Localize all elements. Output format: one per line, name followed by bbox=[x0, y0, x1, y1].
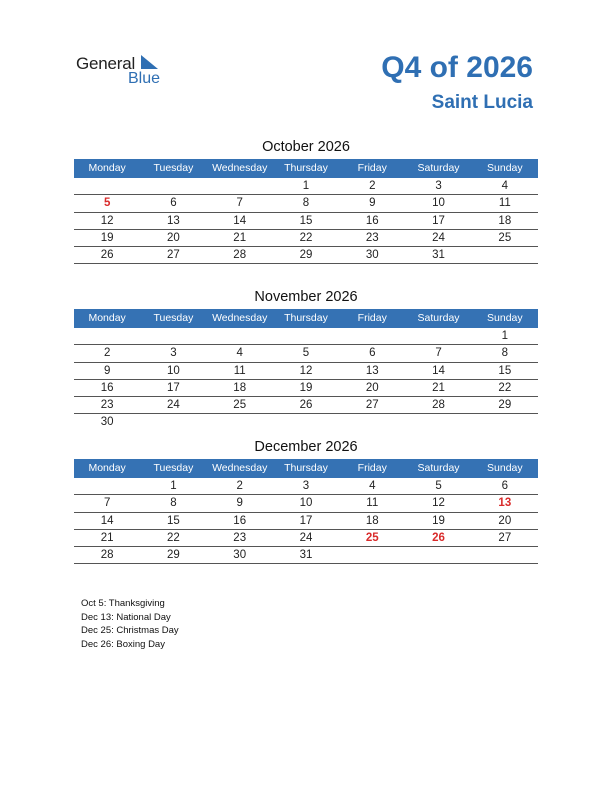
day-cell: 4 bbox=[501, 180, 509, 192]
day-cell: 7 bbox=[435, 347, 442, 360]
week-row bbox=[74, 397, 538, 414]
week-row bbox=[74, 178, 538, 195]
logo-word-general: General bbox=[76, 54, 136, 73]
day-cell: 11 bbox=[498, 197, 511, 210]
day-cell: 30 bbox=[233, 549, 247, 562]
weekday-label: Thursday bbox=[284, 462, 328, 474]
holiday-day-cell: 13 bbox=[498, 497, 512, 510]
holiday-day-cell: 26 bbox=[432, 531, 445, 544]
day-cell: 19 bbox=[100, 231, 114, 244]
week-row bbox=[74, 414, 538, 431]
day-cell: 25 bbox=[498, 231, 512, 244]
day-cell bbox=[140, 178, 206, 194]
weekday-label: Saturday bbox=[417, 312, 460, 324]
week-row bbox=[74, 328, 538, 345]
weekday-label: Saturday bbox=[417, 162, 460, 174]
day-cell: 4 bbox=[369, 480, 376, 492]
day-cell: 6 bbox=[369, 347, 376, 360]
day-cell: 26 bbox=[299, 399, 313, 412]
day-cell: 21 bbox=[432, 381, 445, 394]
day-cell: 25 bbox=[233, 399, 247, 412]
day-cell bbox=[273, 414, 339, 431]
day-cell bbox=[207, 328, 273, 344]
day-cell: 1 bbox=[501, 330, 509, 342]
holiday-note: Dec 25: Christmas Day bbox=[81, 625, 179, 636]
day-cell: 24 bbox=[432, 231, 445, 244]
holiday-day-cell: 5 bbox=[103, 197, 111, 210]
day-cell: 31 bbox=[299, 549, 313, 562]
day-cell: 9 bbox=[369, 197, 376, 210]
day-cell: 5 bbox=[435, 480, 442, 492]
week-row bbox=[74, 363, 538, 380]
day-cell: 30 bbox=[100, 416, 114, 429]
day-cell: 5 bbox=[302, 347, 310, 360]
day-cell: 20 bbox=[498, 514, 512, 527]
day-cell: 20 bbox=[167, 231, 180, 244]
day-cell: 10 bbox=[167, 364, 180, 377]
weekday-label: Saturday bbox=[417, 462, 460, 474]
weekday-label: Tuesday bbox=[153, 162, 194, 174]
day-cell: 22 bbox=[299, 231, 313, 244]
day-cell: 29 bbox=[299, 249, 313, 262]
logo-word-blue: Blue bbox=[128, 70, 161, 87]
month-title: October 2026 bbox=[262, 139, 350, 155]
day-cell bbox=[472, 247, 538, 263]
weekday-label: Wednesday bbox=[212, 162, 268, 174]
day-cell: 2 bbox=[369, 180, 376, 192]
day-cell: 13 bbox=[365, 364, 379, 377]
holiday-note: Oct 5: Thanksgiving bbox=[81, 598, 165, 609]
weekday-label: Wednesday bbox=[212, 462, 268, 474]
day-cell bbox=[207, 178, 273, 194]
weekday-label: Friday bbox=[357, 162, 387, 174]
week-row bbox=[74, 478, 538, 495]
day-cell: 11 bbox=[233, 364, 246, 377]
holiday-note: Dec 26: Boxing Day bbox=[81, 638, 165, 650]
day-cell: 14 bbox=[233, 214, 247, 227]
day-cell: 9 bbox=[236, 497, 243, 510]
day-cell: 28 bbox=[432, 399, 445, 412]
day-cell: 13 bbox=[167, 214, 180, 227]
day-cell: 27 bbox=[498, 531, 512, 544]
day-cell: 18 bbox=[233, 381, 247, 394]
day-cell: 16 bbox=[365, 214, 379, 227]
weekday-label: Wednesday bbox=[212, 312, 268, 324]
day-cell: 6 bbox=[501, 480, 509, 492]
day-cell: 1 bbox=[302, 180, 310, 192]
day-cell: 23 bbox=[365, 231, 379, 244]
day-cell: 29 bbox=[167, 549, 180, 562]
day-cell: 17 bbox=[299, 514, 313, 527]
day-cell bbox=[207, 414, 273, 431]
day-cell: 21 bbox=[233, 231, 247, 244]
day-cell bbox=[405, 414, 471, 431]
week-row bbox=[74, 380, 538, 397]
weekday-label: Friday bbox=[357, 312, 387, 324]
day-cell: 10 bbox=[299, 497, 313, 510]
week-row bbox=[74, 247, 538, 264]
week-row bbox=[74, 495, 538, 512]
holiday-day-cell: 25 bbox=[365, 531, 379, 544]
weekday-label: Sunday bbox=[487, 162, 523, 174]
day-cell: 12 bbox=[100, 214, 114, 227]
day-cell bbox=[339, 547, 405, 563]
day-cell bbox=[273, 328, 339, 344]
day-cell bbox=[74, 478, 140, 494]
day-cell bbox=[140, 328, 206, 344]
month-title: November 2026 bbox=[254, 289, 358, 305]
week-row bbox=[74, 547, 538, 564]
day-cell: 28 bbox=[233, 249, 247, 262]
week-row bbox=[74, 530, 538, 547]
day-cell: 11 bbox=[366, 497, 379, 510]
weekday-label: Tuesday bbox=[153, 312, 194, 324]
day-cell bbox=[339, 414, 405, 431]
weekday-label: Thursday bbox=[284, 312, 328, 324]
day-cell: 21 bbox=[100, 531, 114, 544]
weekday-label: Monday bbox=[88, 162, 126, 174]
generalblue-logo bbox=[76, 52, 186, 88]
weekday-label: Sunday bbox=[487, 462, 523, 474]
day-cell: 28 bbox=[100, 549, 114, 562]
weekday-label: Friday bbox=[357, 462, 387, 474]
day-cell: 15 bbox=[167, 514, 180, 527]
weekday-header bbox=[74, 459, 538, 478]
weekday-label: Monday bbox=[88, 462, 126, 474]
page-title: Q4 of 2026 bbox=[381, 51, 533, 84]
weekday-header bbox=[74, 159, 538, 178]
day-cell: 2 bbox=[236, 480, 243, 492]
day-cell bbox=[339, 328, 405, 344]
day-cell: 29 bbox=[498, 399, 512, 412]
weekday-label: Sunday bbox=[487, 312, 523, 324]
day-cell: 27 bbox=[167, 249, 180, 262]
day-cell bbox=[405, 547, 471, 563]
week-row bbox=[74, 213, 538, 230]
day-cell: 8 bbox=[170, 497, 177, 510]
logo-triangle-icon bbox=[141, 55, 158, 69]
day-cell: 31 bbox=[432, 249, 445, 262]
day-cell: 15 bbox=[498, 364, 512, 377]
holiday-note: Dec 13: National Day bbox=[81, 611, 171, 623]
day-cell bbox=[140, 414, 206, 431]
day-cell bbox=[472, 414, 538, 431]
day-cell: 27 bbox=[365, 399, 379, 412]
day-cell bbox=[472, 547, 538, 563]
day-cell: 3 bbox=[435, 180, 442, 192]
day-cell: 22 bbox=[167, 531, 180, 544]
day-cell: 16 bbox=[100, 381, 114, 394]
day-cell: 12 bbox=[299, 364, 313, 377]
country-subtitle: Saint Lucia bbox=[431, 92, 533, 113]
day-cell: 15 bbox=[299, 214, 313, 227]
day-cell: 17 bbox=[167, 381, 180, 394]
day-cell bbox=[74, 328, 140, 344]
day-cell: 3 bbox=[170, 347, 177, 360]
weekday-label: Thursday bbox=[284, 162, 328, 174]
day-cell: 3 bbox=[302, 480, 310, 492]
day-cell bbox=[74, 178, 140, 194]
day-cell: 10 bbox=[432, 197, 445, 210]
holiday-notes bbox=[81, 597, 179, 651]
day-cell: 19 bbox=[299, 381, 313, 394]
weekday-header bbox=[74, 309, 538, 328]
week-row bbox=[74, 345, 538, 362]
day-cell: 9 bbox=[103, 364, 111, 377]
day-cell: 22 bbox=[498, 381, 512, 394]
day-cell: 19 bbox=[432, 514, 445, 527]
day-cell: 8 bbox=[501, 347, 509, 360]
week-row bbox=[74, 513, 538, 530]
day-cell: 1 bbox=[170, 480, 177, 492]
week-row bbox=[74, 195, 538, 212]
day-cell: 14 bbox=[432, 364, 445, 377]
day-cell: 30 bbox=[365, 249, 379, 262]
day-cell: 7 bbox=[236, 197, 243, 210]
month-october bbox=[74, 137, 538, 264]
day-cell: 18 bbox=[365, 514, 379, 527]
day-cell: 7 bbox=[103, 497, 111, 510]
day-cell: 2 bbox=[103, 347, 111, 360]
day-cell: 26 bbox=[100, 249, 114, 262]
day-cell: 20 bbox=[365, 381, 379, 394]
weekday-label: Monday bbox=[88, 312, 126, 324]
month-november bbox=[74, 287, 538, 432]
day-cell: 23 bbox=[233, 531, 247, 544]
day-cell: 24 bbox=[299, 531, 313, 544]
month-december bbox=[74, 437, 538, 564]
day-cell: 16 bbox=[233, 514, 247, 527]
day-cell: 4 bbox=[236, 347, 243, 360]
day-cell: 23 bbox=[100, 399, 114, 412]
weekday-label: Tuesday bbox=[153, 462, 194, 474]
day-cell: 6 bbox=[170, 197, 177, 210]
month-title: December 2026 bbox=[254, 439, 358, 455]
day-cell: 14 bbox=[100, 514, 114, 527]
day-cell: 17 bbox=[432, 214, 445, 227]
day-cell: 24 bbox=[167, 399, 180, 412]
day-cell bbox=[405, 328, 471, 344]
day-cell: 12 bbox=[432, 497, 445, 510]
week-row bbox=[74, 230, 538, 247]
day-cell: 18 bbox=[498, 214, 512, 227]
day-cell: 8 bbox=[302, 197, 310, 210]
